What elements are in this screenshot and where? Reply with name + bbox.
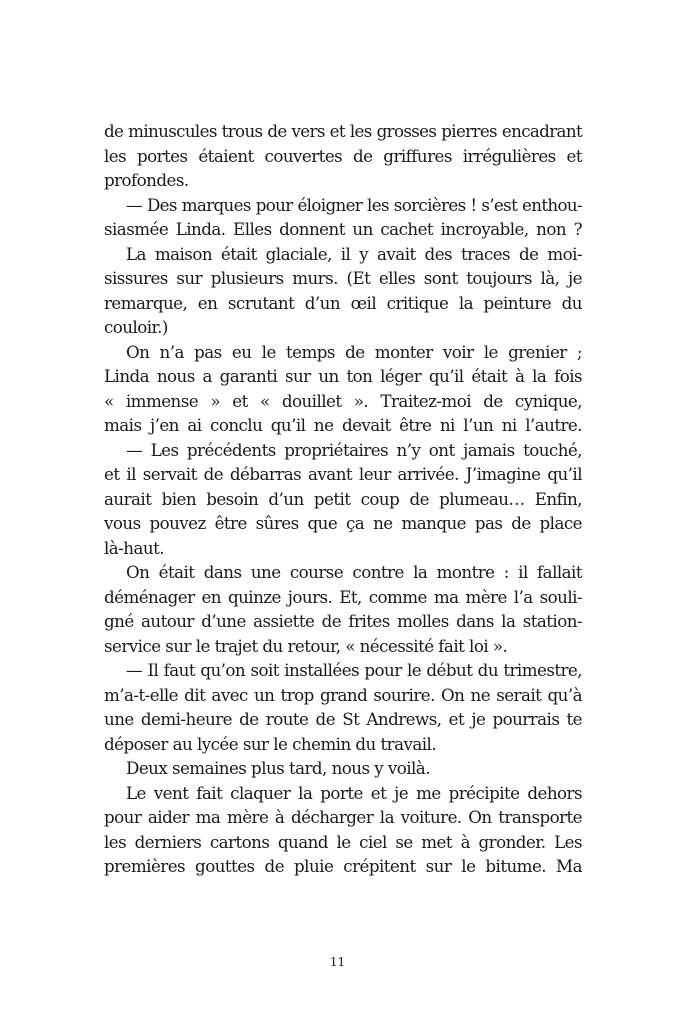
text-line: « immense » et « douillet ». Traitez-moi de cynique, xyxy=(104,390,582,411)
text-line: La maison était glaciale, il y avait des traces de moi- xyxy=(126,243,582,264)
text-line: — Des marques pour éloigner les sorcières ! s’est enthou- xyxy=(126,194,582,215)
text-line: profondes. xyxy=(104,170,189,190)
text-line: Le vent fait claquer la porte et je me précipite dehors xyxy=(126,782,582,803)
text-line: siasmée Linda. Elles donnent un cachet incroyable, non ? xyxy=(104,219,582,239)
text-line: m’a-t-elle dit avec un trop grand sourire. On ne serait qu’à xyxy=(104,684,582,705)
text-line: les derniers cartons quand le ciel se met à gronder. Les xyxy=(104,831,582,852)
page-number: 11 xyxy=(329,955,346,969)
text-line: — Les précédents propriétaires n’y ont jamais touché, xyxy=(126,439,582,460)
text-line: Linda nous a garanti sur un ton léger qu’il était à la fois xyxy=(104,366,582,386)
text-line: premières gouttes de pluie crépitent sur le bitume. Ma xyxy=(104,856,582,876)
text-line: les portes étaient couvertes de griffures irrégulières et xyxy=(104,145,582,166)
text-line: déménager en quinze jours. Et, comme ma mère l’a souli- xyxy=(104,586,582,607)
text-line: On était dans une course contre la montre : il fallait xyxy=(126,562,582,582)
text-line: pour aider ma mère à décharger la voiture. On transporte xyxy=(104,807,582,827)
text-line: et il servait de débarras avant leur arrivée. J’imagine qu’il xyxy=(104,464,582,484)
text-line: une demi-heure de route de St Andrews, et je pourrais te xyxy=(104,709,582,729)
text-line: Deux semaines plus tard, nous y voilà. xyxy=(126,758,430,778)
text-line: — Il faut qu’on soit installées pour le début du trimestre, xyxy=(126,660,582,680)
text-line: On n’a pas eu le temps de monter voir le grenier ; xyxy=(126,341,582,362)
text-line: remarque, en scrutant d’un œil critique la peinture du xyxy=(104,292,582,313)
text-line: gné autour d’une assiette de frites molles dans la station- xyxy=(104,611,582,631)
text-line: là-haut. xyxy=(104,537,164,558)
text-line: sissures sur plusieurs murs. (Et elles sont toujours là, je xyxy=(104,268,582,288)
text-line: mais j’en ai conclu qu’il ne devait être ni l’un ni l’autre. xyxy=(104,415,582,435)
text-line: service sur le trajet du retour, « nécessité fait loi ». xyxy=(104,635,508,656)
text-line: déposer au lycée sur le chemin du travail. xyxy=(104,733,437,754)
text-line: vous pouvez être sûres que ça ne manque pas de place xyxy=(104,513,582,533)
text-line: de minuscules trous de vers et les grosses pierres encadrant xyxy=(104,121,582,141)
text-line: aurait bien besoin d’un petit coup de plumeau… Enfin, xyxy=(104,488,582,509)
body-text xyxy=(104,119,582,879)
text-line: couloir.) xyxy=(104,317,168,337)
